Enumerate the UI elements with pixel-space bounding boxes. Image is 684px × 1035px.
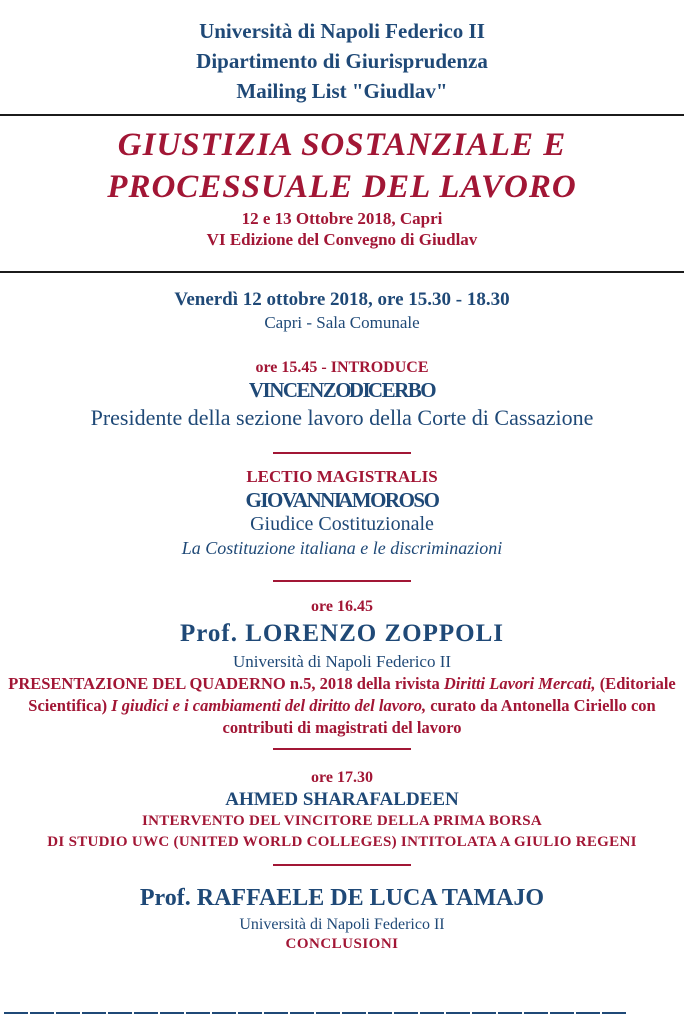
lectio-heading: LECTIO MAGISTRALIS bbox=[246, 467, 438, 486]
borsa-time: ore 17.30 bbox=[311, 769, 373, 786]
event-date: 12 e 13 Ottobre 2018, Capri bbox=[241, 209, 443, 228]
quaderno-journal-title: Diritti Lavori Mercati, bbox=[443, 674, 596, 693]
event-title-line1: GIUSTIZIA SOSTANZIALE E bbox=[117, 127, 567, 163]
quaderno-desc-part2: (Editoriale Scientifica) bbox=[28, 674, 676, 715]
borsa-speaker-name: AHMED SHARAFALDEEN bbox=[225, 789, 459, 810]
mailing-list-name: Mailing List "Giudlav" bbox=[236, 79, 448, 103]
intro-time-heading: ore 15.45 - INTRODUCE bbox=[255, 359, 429, 376]
session-venue: Capri - Sala Comunale bbox=[264, 313, 420, 332]
quaderno-desc-part3: curato da Antonella Ciriello con contributi di magistrati del lavoro bbox=[222, 696, 656, 737]
lectio-topic: La Costituzione italiana e le discriminazioni bbox=[181, 538, 503, 558]
quaderno-speaker-name: Prof. LORENZO ZOPPOLI bbox=[179, 620, 505, 647]
section-divider-1 bbox=[273, 452, 411, 454]
quaderno-speaker-affiliation: Università di Napoli Federico II bbox=[232, 652, 452, 671]
quaderno-description bbox=[3, 673, 681, 739]
borsa-description-line1: INTERVENTO DEL VINCITORE DELLA PRIMA BORSA bbox=[141, 813, 543, 829]
university-name: Università di Napoli Federico II bbox=[199, 19, 485, 43]
section-divider-3 bbox=[273, 748, 411, 750]
quaderno-book-title: I giudici e i cambiamenti del diritto del lavoro, bbox=[111, 696, 427, 715]
section-divider-2 bbox=[273, 580, 411, 582]
divider-bottom bbox=[4, 1012, 628, 1014]
intro-speaker-role: Presidente della sezione lavoro della Corte di Cassazione bbox=[90, 405, 594, 430]
conclusions-heading: CONCLUSIONI bbox=[285, 936, 399, 952]
header-block bbox=[0, 0, 684, 106]
lectio-speaker-name: GIOVANNI AMOROSO bbox=[245, 488, 439, 512]
intro-speaker-name: VINCENZO DI CERBO bbox=[248, 378, 436, 402]
conclusions-speaker-name: Prof. RAFFAELE DE LUCA TAMAJO bbox=[139, 885, 545, 911]
quaderno-desc-part1: PRESENTAZIONE DEL QUADERNO n.5, 2018 della rivista bbox=[8, 674, 444, 693]
event-edition: VI Edizione del Convegno di Giudlav bbox=[206, 230, 478, 249]
divider-top bbox=[0, 114, 684, 116]
divider-title-bottom bbox=[0, 271, 684, 273]
conclusions-speaker-affiliation: Università di Napoli Federico II bbox=[239, 916, 445, 933]
quaderno-time: ore 16.45 bbox=[311, 598, 373, 615]
borsa-description-line2: DI STUDIO UWC (UNITED WORLD COLLEGES) INTITOLATA A GIULIO REGENI bbox=[47, 834, 637, 850]
section-divider-4 bbox=[273, 864, 411, 866]
lectio-speaker-role: Giudice Costituzionale bbox=[250, 513, 434, 535]
department-name: Dipartimento di Giurisprudenza bbox=[196, 49, 488, 73]
session-datetime: Venerdì 12 ottobre 2018, ore 15.30 - 18.30 bbox=[174, 289, 510, 310]
event-title-line2: PROCESSUALE DEL LAVORO bbox=[107, 169, 577, 205]
